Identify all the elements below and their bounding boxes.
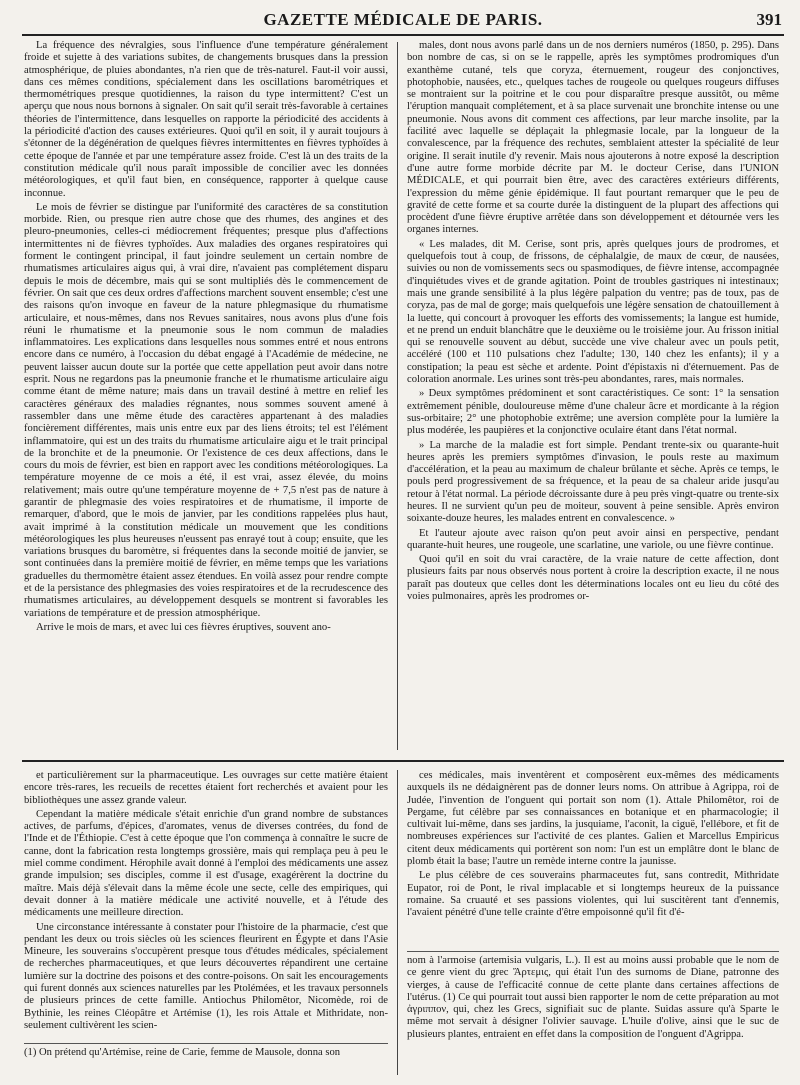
page-header: [22, 6, 784, 36]
paragraph: Une circonstance intéressante à constater pour l'histoire de la pharmacie, c'est que pendant les deux ou trois siècles où les sciences fleurirent en Égypte et dans l'Asie Mineure, les souverains s'occupèrent presque tous d'études médicales, spécialement de recherches pharmaceutiques, et que leurs découvertes répandirent une certaine lumière sur la doctrine des poisons et des contre-poisons. On sait les encouragements qui furent donnés aux sciences naturelles par les Ptolémées, et les travaux personnels de plusieurs princes de cette famille. Antiochus Philomêtor, Nicomède, roi de Bythinie, les reines Cléopâtre et Artémise (1), les rois Attale et Mithridate, non-seulement cultivèrent les scien-: [24, 921, 388, 1031]
paragraph: ces médicales, mais inventèrent et composèrent eux-mêmes des médicaments auxquels ils ne dédaignèrent pas de donner leurs noms. On attribue à Agrippa, roi de Judée, l'invention de l'onguent qui portait son nom (1). Attale Philomêtor, roi de Pergame, fut célèbre par ses connaissances en botanique et en pharmacologie; il cultivait lui-même, dans ses jardins, la jusquiame, l'aconit, la ciguë, l'ellébore, et fit de nombreuses expériences sur l'activité de ces plantes. Galien et Marcellus Empiricus citent deux médicaments qui portèrent son nom: l'un est un emplâtre dont le blanc de plomb était la base; l'autre un remède interne contre la jaunisse.: [407, 770, 779, 868]
paragraph: Le mois de février se distingue par l'uniformité des caractères de sa constitution morbide. Rien, ou presque rien autre chose que des rhumes, des angines et des pleuro-pneumonies, celles-ci médiocrement fréquentes; presque plus d'affections intermittentes ni de fièvres typhoïdes. Aux maladies des organes respiratoires qui forment le contingent principal, il faut joindre seulement un certain nombre de rhumatismes articulaires aigus qui, à vrai dire, n'avaient pas complétement disparu depuis le mois de décembre, mais qui se sont multipliés dès le commencement de février. On sait que ces deux ordres d'affections marchent souvent ensemble; c'est une des raisons qu'on invoque en faveur de la nature phlegmasique du rhumatisme articulaire, et nous-mêmes, dans nos Revues sanitaires, nous avons plus d'une fois réuni le rhumatisme et la pneumonie sous le nom commun de maladies inflammatoires. Les explications dans lesquelles nous sommes entré et nous entrons encore dans ce numéro, à l'occasion du débat engagé à l'Académie de médecine, ne peuvent laisser aucun doute sur la portée que cette appellation peut avoir dans notre esprit. Nous ne regardons pas la pneumonie franche et le rhumatisme articulaire aigu comme étant de même nature; mais dans un travail destiné à mettre en relief les caractères généraux des maladies régnantes, nous sommes souvent amené à rassembler dans une même étude des caractères appartenant à des maladies foncièrement différentes, mais unis entre eux par des liens étroits; tel est l'élément inflammatoire, qui est un des traits du rhumatisme articulaire aigu et le trait principal de la bronchite et de la pneumonie. Or l'existence de ces deux affections, dans le cours du mois de février, est bien en rapport avec les conditions météorologiques. La température moyenne de ce mois a été, il est vrai, assez élevée, du moins relativement; mais outre qu'une température moyenne de + 7,5 n'est pas de nature à garantir de phlegmasie des voies respiratoires et de rhumatisme, il importe de remarquer, d'abord, que le mois de janvier, par les conditions rappelées plus haut, avait imprimé à la constitution médicale un mouvement que les conditions météorologiques les plus heureuses n'eussent pas enrayé tout à coup; ensuite, que les variations brusques du baromètre, si fréquentes dans la seconde moitié de janvier, se sont continuées dans la première moitié de février, en même temps que les variations graduelles du thermomètre étaient assez étendues. En voilà assez pour rendre compte et de la persistance des phlegmasies des voies respiratoires et de la recrudescence des rhumatismes articulaires, au développement desquels se montrent si favorables les variations de température et de pression atmosphérique.: [24, 201, 388, 619]
paragraph: » Deux symptômes prédominent et sont caractéristiques. Ce sont: 1° la sensation extrêmement pénible, douloureuse même d'une chaleur âcre et mordicante à la région sus-orbitaire; 2° une photophobie extrême; une aversion complète pour la lumière la plus modérée, les paupières et la conjonctive oculaire étant dans l'état normal.: [407, 388, 779, 437]
paragraph: Le plus célèbre de ces souverains pharmaceutes fut, sans contredit, Mithridate Eupator, roi de Pont, le rival implacable et si longtemps heureux de la puissance romaine. Sa cruauté et ses passions violentes, qui lui suscitèrent tant d'ennemis, l'avaient pénétré d'une telle crainte d'être empoisonné qu'il fit d'é-: [407, 870, 779, 919]
feuilleton-column-left: [24, 770, 388, 1042]
feuilleton-column-right: [407, 770, 779, 950]
article-column-left: [24, 40, 388, 752]
article-column-right: [407, 40, 779, 752]
paragraph: » La marche de la maladie est fort simple. Pendant trente-six ou quarante-huit heures après les premiers symptômes d'invasion, le pouls reste au maximum d'accélération, et la peau au maximum de chaleur brûlante et sèche. Après ce temps, le pouls perd progressivement de sa fréquence, et la peau de sa chaleur aride jusqu'au retour à l'état normal. La période décroissante dure à peu près vingt-quatre ou trente-six heures. Il ne survient qu'un peu de moiteur, souvent à peine sensible. Après environ soixante-douze heures, les malades entrent en convalescence. »: [407, 439, 779, 525]
paragraph: Arrive le mois de mars, et avec lui ces fièvres éruptives, souvent ano-: [36, 621, 331, 633]
footnote-rule: [407, 951, 779, 952]
column-divider-bottom: [397, 770, 398, 1075]
page-number: 391: [756, 10, 782, 29]
footnote: (1) On prétend qu'Artémise, reine de Carie, femme de Mausole, donna son: [24, 1047, 341, 1058]
paragraph: Et l'auteur ajoute avec raison qu'on peut avoir ainsi en perspective, pendant quarante-huit heures, une rougeole, une scarlatine, une variole, ou une fièvre continue.: [407, 527, 779, 551]
paragraph: males, dont nous avons parlé dans un de nos derniers numéros (1850, p. 295). Dans bon nombre de cas, si on se le rappelle, après les symptômes prodromiques d'un exanthème cutané, tels que coryza, éternuement, rougeur des conjonctives, photophobie, nausées, etc., quelques taches de rougeole ou quelques rougeurs diffuses se montraient sur la poitrine et le cou pour disparaître presque aussitôt, ou même l'éruption manquait complétement, et à sa place survenait une bronchite intense ou une pneumonie. Nous avons dit comment ces affections, par leur marche insolite, par la facilité avec laquelle se déplaçait la phlegmasie locale, par la longueur de la convalescence, par la fréquence des rechutes, semblaient attester la spécialité de leur origine. Il serait inutile d'y revenir. Mais nous ajouterons à notre exposé la description d'une autre forme morbide décrite par M. le docteur Cerise, dans l'UNION MÉDICALE, et qui pourrait bien être, avec des caractères extérieurs différents, l'expression du même génie épidémique. Il faut pourtant remarquer que le peu de gravité de cette forme et sa courte durée la distinguent de la plupart des affections qui procèdent d'une fièvre éruptive arrêtée dans son développement et détournée vers les organes internes.: [407, 40, 779, 236]
footnote: nom à l'armoise (artemisia vulgaris, L.). Il est au moins aussi probable que le nom de ce genre vient du grec Ἄρτεμις, qui était l'un des surnoms de Diane, patronne des vierges, à cause de l'efficacité connue de cette plante dans certaines affections de l'utérus. (1) Ce qui pourrait tout aussi bien rapporter le nom de cette préparation au mot ἀγριππον, qui, chez les Grecs, signifiait suc de plante. Suidas assure qu'à Sparte le même mot servait à désigner l'olivier sauvage. L'huile d'olive, ainsi que le suc de plusieurs plantes, entraient en effet dans la composition de l'onguent d'Agrippa.: [407, 955, 779, 1040]
column-divider: [397, 42, 398, 750]
paragraph: Cependant la matière médicale s'était enrichie d'un grand nombre de substances actives, de parfums, d'épices, d'aromates, venus de diverses contrées, du fond de l'Inde et de l'Éthiopie. C'est à cette époque que l'on commença à connaître le sucre de canne, dont la fabrication resta longtemps grossière, mais qui remplaça peu à peu le miel comme condiment. Hérophile avait donné à l'emploi des médicaments une assez grande impulsion; ses disciples, comme il est d'usage, exagérèrent la doctrine du maître. Mais déjà s'élevait dans la même école une secte, celle des empiriques, qui devait donner à la matière médicale une activité nouvelle, et à l'étude des médicaments une meilleure direction.: [24, 808, 388, 919]
section-divider: [22, 760, 784, 762]
paragraph: et particulièrement sur la pharmaceutique. Les ouvrages sur cette matière étaient encore très-rares, les recueils de recettes étaient fort recherchés et avaient pour les bibliothèques une assez grande valeur.: [24, 770, 388, 806]
footnote-rule: [24, 1043, 388, 1044]
paragraph: La fréquence des névralgies, sous l'influence d'une température généralement froide et sujette à des variations subites, de changements brusques dans la pression atmosphérique, de pluies abondantes, n'a rien que de très-naturel. Faut-il voir aussi, dans ces mêmes conditions, spécialement dans les oscillations barométriques et thermométriques presque quotidiennes, la raison du type intermittent? C'est un aperçu que nous nous bornons à signaler. On sait qu'il serait très-favorable à certaines théories de l'intermittence, dans lesquelles on rapporte la périodicité des accidents à la périodicité d'action des causes extérieures. Quoi qu'il en soit, il y aurait toujours à s'étonner de la dégénération de quelques fièvres intermittentes en fièvres typhoïdes à cette époque de l'année et par une température assez froide. C'est là un des traits de la constitution médicale qu'il nous paraît impossible de concilier avec les données météorologiques, et qu'il faut bien, en conséquence, rapporter à quelque cause inconnue.: [24, 40, 388, 199]
paragraph: Quoi qu'il en soit du vrai caractère, de la vraie nature de cette affection, dont plusieurs faits par nous observés nous portent à croire la description exacte, il ne nous paraît pas douteux que celles dont les déterminations locales ont eu lieu du côté des voies pulmonaires, après les prodromes or-: [407, 554, 779, 603]
paragraph: « Les malades, dit M. Cerise, sont pris, après quelques jours de prodromes, et quelquefois tout à coup, de frissons, de céphalalgie, de maux de cœur, de nausées, suivies ou non de vomissements secs ou spasmodiques, de fièvre intense, accompagnée d'inquiétudes vives et de grande agitation. Point de troubles gastriques ni intestinaux; mais une grande sensibilité à la plus légère palpation du ventre; pas de toux, pas de coryza, pas de mal de gorge; mais quelquefois une légère sensation de chatouillement à la luette, qui concourt à provoquer les efforts des vomissements; la langue est humide, et ne prend un enduit blanchâtre que le deuxième ou le troisième jour. Au frisson initial qui se renouvelle souvent au début, succède une vive chaleur avec un pouls petit, accéléré (100 et 110 pulsations chez l'adulte; 130, 140 chez les enfants); il y a constipation; la peau est sèche et ardente. Point d'épistaxis ni d'éternuement. Pas de coloration anormale. Les urines sont très-peu abondantes, rares, mais normales.: [407, 238, 779, 386]
journal-title: GAZETTE MÉDICALE DE PARIS.: [263, 10, 543, 29]
